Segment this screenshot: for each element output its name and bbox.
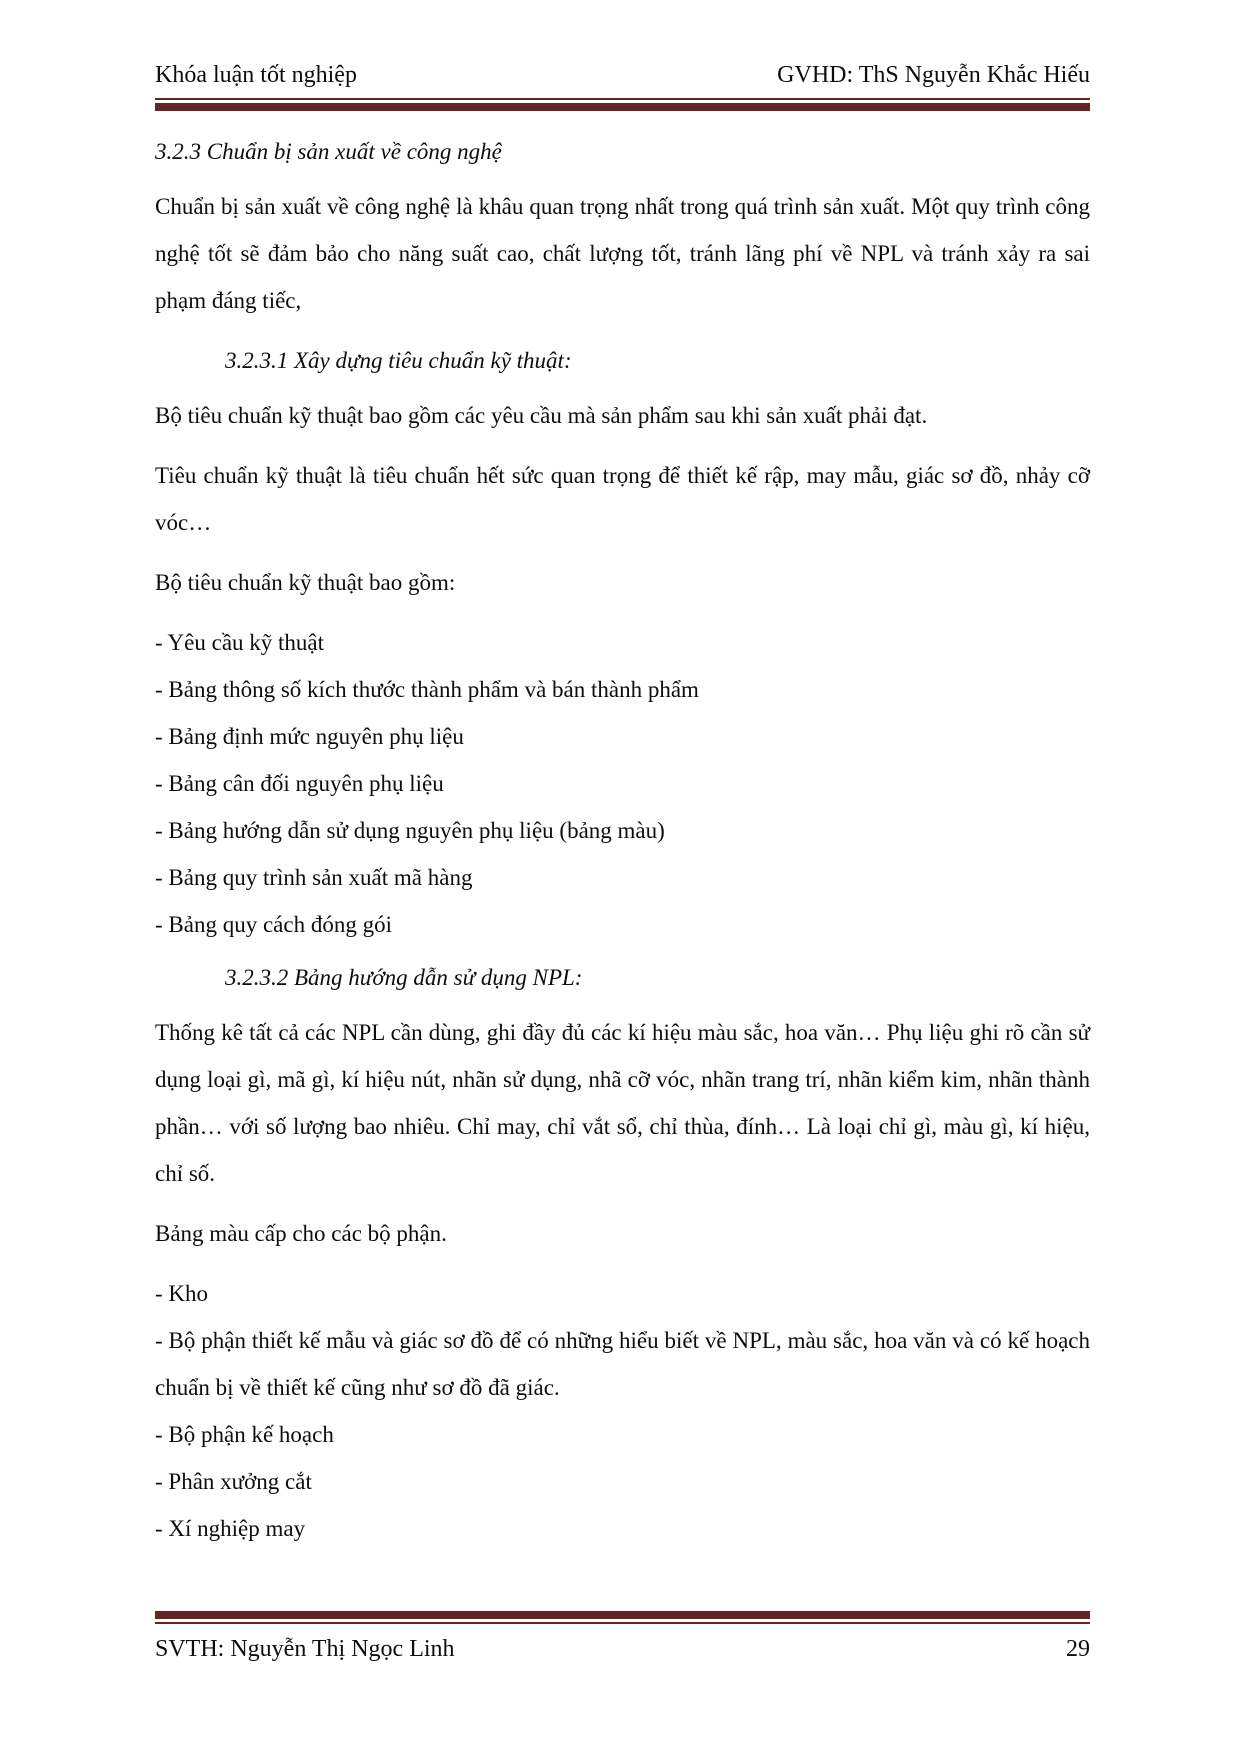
list-item: - Bảng cân đối nguyên phụ liệu (155, 771, 444, 796)
list-item: - Kho (155, 1281, 209, 1306)
page-header (155, 58, 1090, 111)
header-supervisor-right: GVHD: ThS Nguyễn Khắc Hiếu (777, 62, 1090, 88)
paragraph-requirements: Bộ tiêu chuẩn kỹ thuật bao gồm các yêu cầu mà sản phẩm sau khi sản xuất phải đạt. (155, 403, 928, 428)
list-item: - Yêu cầu kỹ thuật (155, 630, 325, 655)
document-body (155, 128, 1090, 1558)
footer-page-number: 29 (1066, 1636, 1090, 1662)
list-item: - Bảng hướng dẫn sử dụng nguyên phụ liệu (bảng màu) (155, 818, 665, 843)
page-footer (155, 1611, 1090, 1666)
standards-list (155, 619, 1090, 948)
list-item: - Phân xưởng cắt (155, 1469, 312, 1494)
paragraph-list-intro: Bộ tiêu chuẩn kỹ thuật bao gồm: (155, 570, 456, 595)
list-item: - Bảng quy cách đóng gói (155, 912, 392, 937)
list-item: - Bảng thông số kích thước thành phẩm và bán thành phẩm (155, 677, 699, 702)
list-item: - Xí nghiệp may (155, 1516, 306, 1541)
sub-heading-3-2-3-2: 3.2.3.2 Bảng hướng dẫn sử dụng NPL: (225, 965, 583, 990)
departments-list (155, 1270, 1090, 1552)
list-item: - Bảng định mức nguyên phụ liệu (155, 724, 464, 749)
footer-author: SVTH: Nguyễn Thị Ngọc Linh (155, 1636, 455, 1662)
header-title-left: Khóa luận tốt nghiệp (155, 62, 357, 88)
paragraph-npl-statistics: Thống kê tất cả các NPL cần dùng, ghi đầy đủ các kí hiệu màu sắc, hoa văn… Phụ liệu ghi rõ cần sử dụng loại gì, mã gì, kí hiệu nút, nhãn sử dụng, nhã cỡ vóc, nhãn trang trí, nhãn kiểm kim, nhãn thành phần… với số lượng bao nhiêu. Chỉ may, chỉ vắt sổ, chỉ thùa, đính… Là loại chỉ gì, màu gì, kí hiệu, chỉ số. (155, 1020, 1090, 1186)
paragraph-intro: Chuẩn bị sản xuất về công nghệ là khâu quan trọng nhất trong quá trình sản xuất. Một quy trình công nghệ tốt sẽ đảm bảo cho năng suất cao, chất lượng tốt, tránh lãng phí về NPL và tránh xảy ra sai phạm đáng tiếc, (155, 194, 1090, 313)
list-item: - Bộ phận thiết kế mẫu và giác sơ đồ để có những hiểu biết về NPL, màu sắc, hoa văn và có kế hoạch chuẩn bị về thiết kế cũng như sơ đồ đã giác. (155, 1328, 1090, 1400)
paragraph-importance: Tiêu chuẩn kỹ thuật là tiêu chuẩn hết sức quan trọng để thiết kế rập, may mẫu, giác sơ đồ, nhảy cỡ vóc… (155, 463, 1090, 535)
list-item: - Bộ phận kế hoạch (155, 1422, 334, 1447)
list-item: - Bảng quy trình sản xuất mã hàng (155, 865, 473, 890)
section-heading-3-2-3: 3.2.3 Chuẩn bị sản xuất về công nghệ (155, 139, 502, 164)
sub-heading-3-2-3-1: 3.2.3.1 Xây dựng tiêu chuẩn kỹ thuật: (225, 348, 572, 373)
header-divider-rule (155, 98, 1090, 111)
footer-divider-rule (155, 1611, 1090, 1624)
paragraph-color-board: Bảng màu cấp cho các bộ phận. (155, 1221, 447, 1246)
